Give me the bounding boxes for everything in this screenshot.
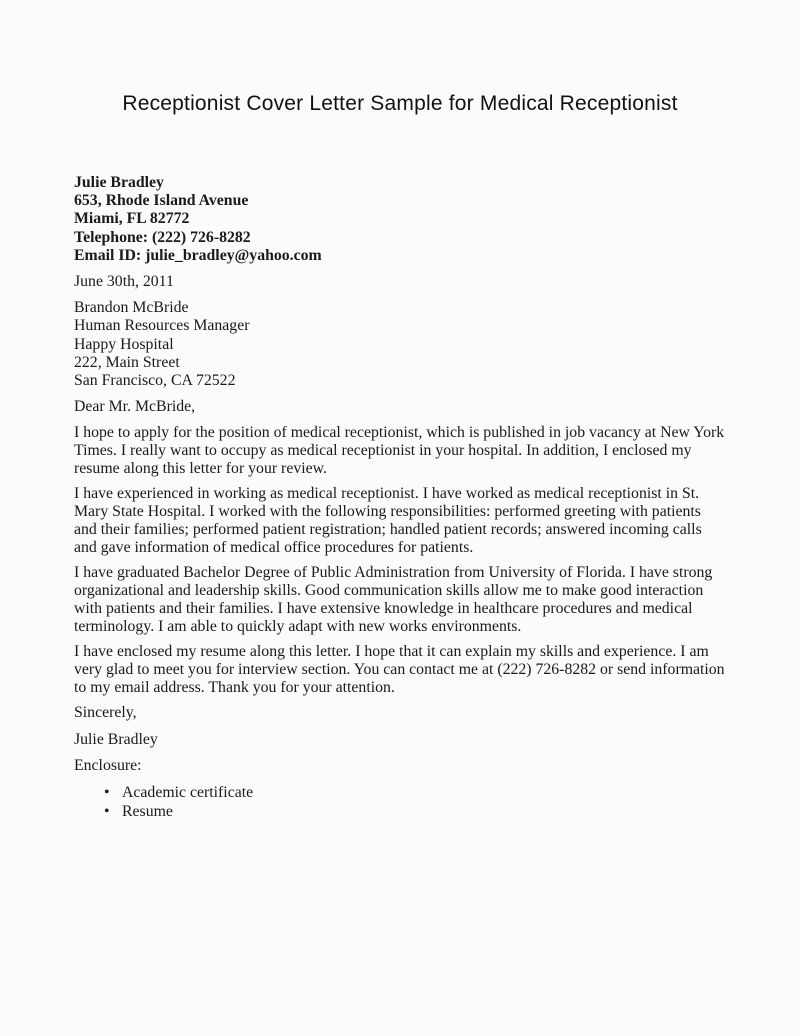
list-item: • Academic certificate bbox=[104, 783, 726, 802]
body-paragraph-3: I have graduated Bachelor Degree of Public Administration from University of Florida. I have strong organizational and leadership skills. Good communication skills allow me to make good interaction with patients and their families. I have extensive knowledge in healthcare procedures and medical terminology. I am able to quickly adapt with new works environments. bbox=[74, 564, 713, 636]
sender-address-line1: 653, Rhode Island Avenue bbox=[74, 192, 249, 210]
sender-name: Julie Bradley bbox=[74, 174, 164, 191]
recipient-block bbox=[74, 299, 726, 390]
sender-telephone: Telephone: (222) 726-8282 bbox=[74, 228, 251, 246]
sender-address-line2: Miami, FL 82772 bbox=[74, 210, 190, 228]
date-line: June 30th, 2011 bbox=[74, 273, 174, 291]
body-paragraph-4: I have enclosed my resume along this letter. I hope that it can explain my skills and experience. I am very glad to meet you for interview section. You can contact me at (222) 726-8282 or send information to my email address. Thank you for your attention. bbox=[74, 643, 725, 697]
recipient-address-line1: 222, Main Street bbox=[74, 353, 180, 371]
recipient-name: Brandon McBride bbox=[74, 299, 189, 317]
closing: Sincerely, bbox=[74, 704, 137, 722]
enclosure-list bbox=[104, 783, 726, 821]
recipient-job-title: Human Resources Manager bbox=[74, 317, 250, 335]
recipient-address-line2: San Francisco, CA 72522 bbox=[74, 372, 236, 390]
sender-block bbox=[74, 174, 726, 265]
enclosure-label: Enclosure: bbox=[74, 756, 142, 774]
body-paragraph-1: I hope to apply for the position of medical receptionist, which is published in job vacancy at New York Times. I really want to occupy as medical receptionist in your hospital. In addition, I enclosed my resume along this letter for your review. bbox=[74, 424, 725, 478]
recipient-organization: Happy Hospital bbox=[74, 335, 174, 353]
salutation: Dear Mr. McBride, bbox=[74, 398, 196, 416]
sender-email: Email ID: julie_bradley@yahoo.com bbox=[74, 246, 322, 264]
signature: Julie Bradley bbox=[74, 730, 158, 748]
body-paragraph-2: I have experienced in working as medical receptionist. I have worked as medical receptionist in St. Mary State Hospital. I worked with the following responsibilities: performed greeting with patients and their families; performed patient registration; handled patient records; answered incoming calls and gave information of medical office procedures for patients. bbox=[74, 485, 702, 557]
list-item: • Resume bbox=[104, 802, 726, 821]
page-title: Receptionist Cover Letter Sample for Medical Receptionist bbox=[122, 92, 678, 115]
